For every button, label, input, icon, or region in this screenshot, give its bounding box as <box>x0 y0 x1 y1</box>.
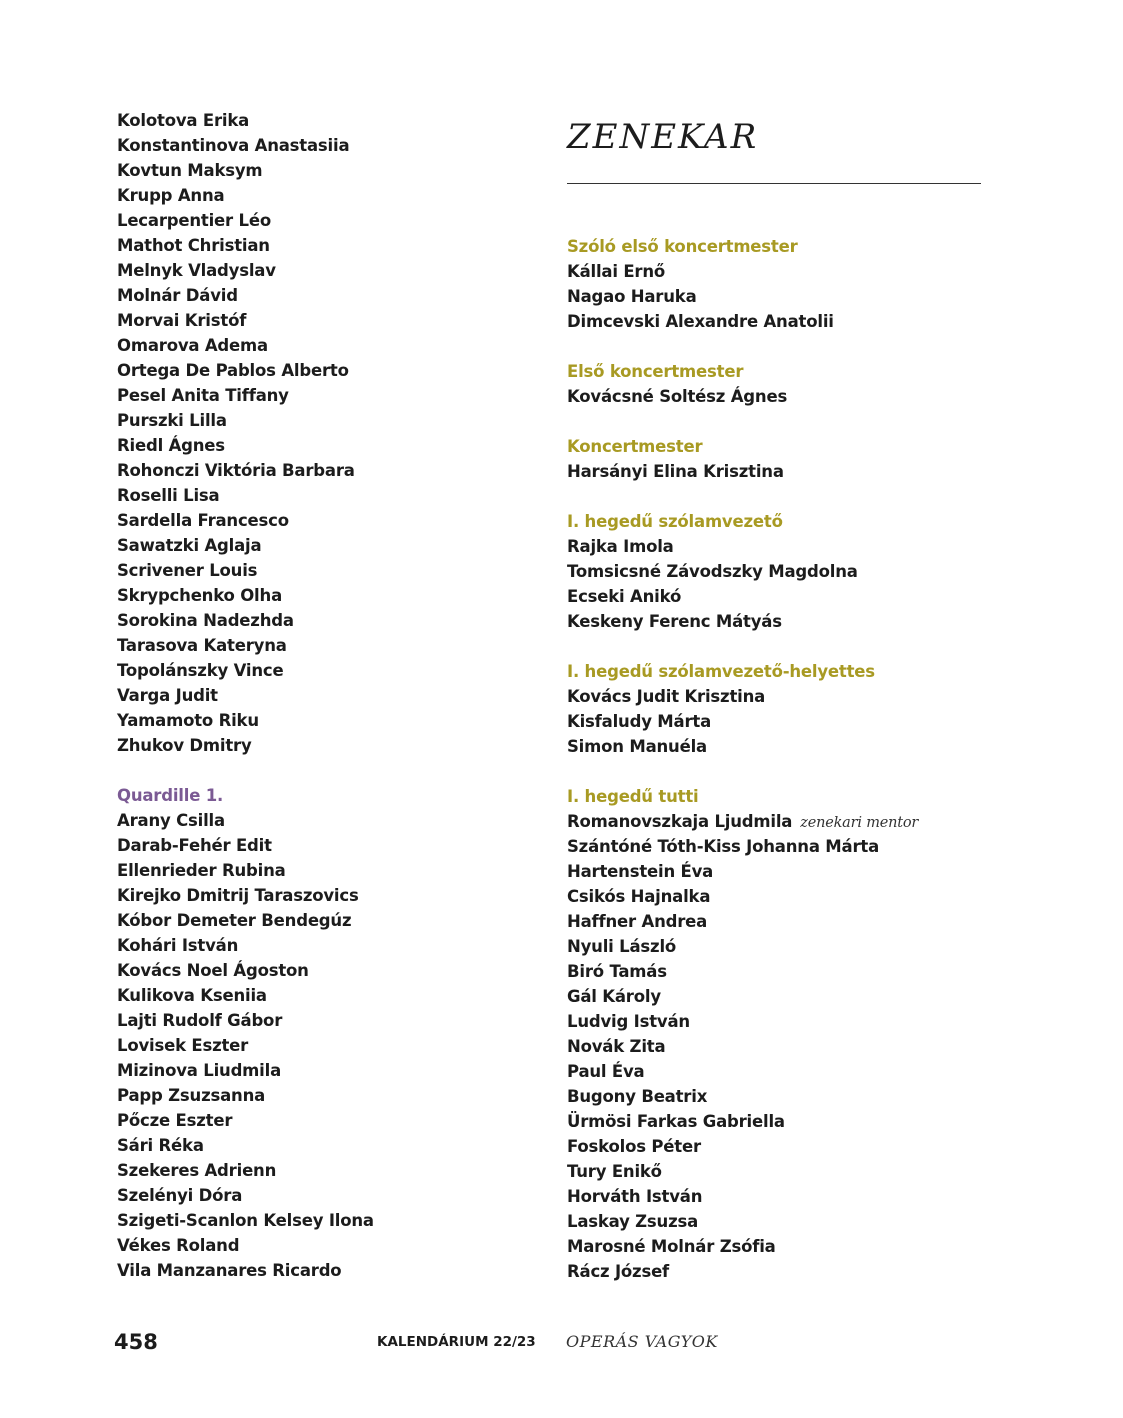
section-heading: I. hegedű tutti <box>567 787 699 806</box>
publication-name: KALENDÁRIUM 22/23 <box>377 1334 536 1350</box>
list-item: Nyuli László <box>567 937 677 956</box>
list-item: Ortega De Pablos Alberto <box>117 361 349 380</box>
right-column <box>567 108 997 1284</box>
list-item: Lecarpentier Léo <box>117 211 271 230</box>
list-item: Gál Károly <box>567 987 661 1006</box>
list-item: Pesel Anita Tiffany <box>117 386 289 405</box>
list-item: Sorokina Nadezhda <box>117 611 294 630</box>
mentor-name: Romanovszkaja Ljudmila <box>567 812 793 831</box>
spacer <box>567 484 997 509</box>
list-item: Kirejko Dmitrij Taraszovics <box>117 886 359 905</box>
list-item: Kisfaludy Márta <box>567 712 712 731</box>
list-item: Kóbor Demeter Bendegúz <box>117 911 352 930</box>
list-item: Vékes Roland <box>117 1236 240 1255</box>
section-heading: Első koncertmester <box>567 362 744 381</box>
spacer <box>567 759 997 784</box>
list-item: Scrivener Louis <box>117 561 258 580</box>
list-item: Arany Csilla <box>117 811 225 830</box>
page-number: 458 <box>114 1330 158 1354</box>
list-item: Ellenrieder Rubina <box>117 861 286 880</box>
spacer <box>117 758 537 783</box>
section-violin1-principal <box>567 509 997 634</box>
list-item: Foskolos Péter <box>567 1137 701 1156</box>
section-heading: Quardille 1. <box>117 786 224 805</box>
list-item: Sawatzki Aglaja <box>117 536 262 555</box>
spacer <box>567 409 997 434</box>
list-item: Hartenstein Éva <box>567 862 714 881</box>
list-item: Szigeti-Scanlon Kelsey Ilona <box>117 1211 374 1230</box>
list-item: Rajka Imola <box>567 537 674 556</box>
list-item: Paul Éva <box>567 1062 645 1081</box>
section-first-concertmaster <box>567 359 997 409</box>
page-title: ZENEKAR <box>567 117 759 157</box>
list-item: Skrypchenko Olha <box>117 586 282 605</box>
list-item: Haffner Andrea <box>567 912 708 931</box>
list-item: Szántóné Tóth-Kiss Johanna Márta <box>567 837 880 856</box>
list-item: Molnár Dávid <box>117 286 238 305</box>
list-item: Rohonczi Viktória Barbara <box>117 461 355 480</box>
section-heading: Szóló első koncertmester <box>567 237 798 256</box>
section-solo-concertmaster <box>567 234 997 334</box>
list-item: Kovácsné Soltész Ágnes <box>567 387 788 406</box>
list-item: Mizinova Liudmila <box>117 1061 282 1080</box>
section-heading: I. hegedű szólamvezető-helyettes <box>567 662 875 681</box>
list-item: Dimcevski Alexandre Anatolii <box>567 312 834 331</box>
spacer <box>567 634 997 659</box>
list-item: Topolánszky Vince <box>117 661 284 680</box>
left-column <box>117 108 537 1283</box>
spacer <box>567 334 997 359</box>
name-list-continued <box>117 108 537 758</box>
list-item: Biró Tamás <box>567 962 667 981</box>
list-item-mentor <box>567 809 997 834</box>
publication-tagline: OPERÁS VAGYOK <box>566 1332 718 1351</box>
list-item: Sári Réka <box>117 1136 204 1155</box>
list-item: Vila Manzanares Ricardo <box>117 1261 342 1280</box>
list-item: Purszki Lilla <box>117 411 227 430</box>
list-item: Marosné Molnár Zsófia <box>567 1237 776 1256</box>
list-item: Krupp Anna <box>117 186 225 205</box>
list-item: Omarova Adema <box>117 336 268 355</box>
title-divider <box>567 183 981 184</box>
list-item: Varga Judit <box>117 686 218 705</box>
list-item: Nagao Haruka <box>567 287 697 306</box>
list-item: Simon Manuéla <box>567 737 707 756</box>
list-item: Horváth István <box>567 1187 703 1206</box>
list-item: Kulikova Kseniia <box>117 986 267 1005</box>
list-item: Tury Enikő <box>567 1162 662 1181</box>
list-item: Darab-Fehér Edit <box>117 836 272 855</box>
list-item: Ecseki Anikó <box>567 587 682 606</box>
list-item: Csikós Hajnalka <box>567 887 711 906</box>
list-item: Kovács Noel Ágoston <box>117 961 309 980</box>
list-item: Papp Zsuzsanna <box>117 1086 266 1105</box>
list-item: Zhukov Dmitry <box>117 736 252 755</box>
list-item: Ludvig István <box>567 1012 690 1031</box>
list-item: Sardella Francesco <box>117 511 289 530</box>
page-footer <box>0 1330 1123 1360</box>
list-item: Laskay Zsuzsa <box>567 1212 699 1231</box>
list-item: Szelényi Dóra <box>117 1186 243 1205</box>
list-item: Novák Zita <box>567 1037 666 1056</box>
list-item: Harsányi Elina Krisztina <box>567 462 784 481</box>
section-heading: Koncertmester <box>567 437 703 456</box>
list-item: Roselli Lisa <box>117 486 220 505</box>
list-item: Kohári István <box>117 936 239 955</box>
list-item: Melnyk Vladyslav <box>117 261 276 280</box>
list-item: Riedl Ágnes <box>117 436 225 455</box>
list-item: Tomsicsné Závodszky Magdolna <box>567 562 858 581</box>
list-item: Rácz József <box>567 1262 670 1281</box>
list-item: Kolotova Erika <box>117 111 250 130</box>
list-item: Lajti Rudolf Gábor <box>117 1011 283 1030</box>
section-violin1-tutti <box>567 784 997 1284</box>
list-item: Morvai Kristóf <box>117 311 247 330</box>
section-concertmaster <box>567 434 997 484</box>
list-item: Mathot Christian <box>117 236 270 255</box>
section-heading: I. hegedű szólamvezető <box>567 512 783 531</box>
list-item: Kovács Judit Krisztina <box>567 687 766 706</box>
list-item: Ürmösi Farkas Gabriella <box>567 1112 785 1131</box>
list-item: Szekeres Adrienn <box>117 1161 277 1180</box>
list-item: Lovisek Eszter <box>117 1036 249 1055</box>
list-item: Pőcze Eszter <box>117 1111 233 1130</box>
mentor-note: zenekari mentor <box>800 815 919 831</box>
quardille-section <box>117 783 537 1283</box>
list-item: Bugony Beatrix <box>567 1087 708 1106</box>
list-item: Keskeny Ferenc Mátyás <box>567 612 782 631</box>
section-violin1-assistant-principal <box>567 659 997 759</box>
list-item: Yamamoto Riku <box>117 711 259 730</box>
list-item: Tarasova Kateryna <box>117 636 287 655</box>
list-item: Kovtun Maksym <box>117 161 263 180</box>
list-item: Konstantinova Anastasiia <box>117 136 350 155</box>
list-item: Kállai Ernő <box>567 262 666 281</box>
